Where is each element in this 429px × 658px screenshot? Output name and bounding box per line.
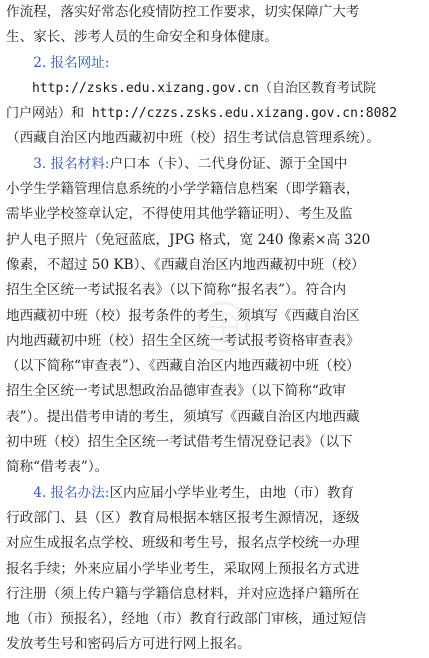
text-line-r4: 行注册（须上传户籍与学籍信息材料，并对应选择户籍所在 [6, 585, 360, 602]
section-3-line [6, 152, 426, 177]
text-line-m10: 表”）。提出借考申请的考生，须填写《西藏自治区内地西藏 [6, 408, 360, 425]
section-4-heading: 4. 报名办法: [33, 484, 110, 501]
section-4-lead: 区内应届小学毕业考生，由地（市）教育 [109, 484, 355, 501]
text-line-m4: 像素，不超过 50 KB）、《西藏自治区内地西藏初中班（校） [6, 256, 365, 273]
text-line-url-1: http://zsks.edu.xizang.gov.cn（自治区教育考试院 [32, 80, 376, 96]
section-4-line [6, 481, 426, 506]
text-line-1: 作流程，落实好常态化疫情防控工作要求，切实保障广大考 [6, 4, 360, 20]
text-line-m2: 需毕业学校签章认定，不得使用其他学籍证明）、考生及监 [6, 206, 353, 223]
section-3-lead: 户口本（卡）、二代身份证、源于全国中 [109, 155, 348, 172]
text-line-m3: 护人电子照片（免冠蓝底，JPG 格式，宽 240 像素×高 320 [6, 231, 371, 248]
text-line-m9: 招生全区统一考试思想政治品德审查表》（以下简称“政审 [6, 383, 346, 400]
text-line-r3: 报名手续；外来应届小学毕业考生，采取网上预报名方式进 [6, 560, 360, 577]
text-line-r5: 地（市）预报名），经地（市）教育行政部门审核，通过短信 [6, 611, 367, 628]
text-line-r6: 发放考生号和密码后方可进行网上报名。 [6, 636, 251, 653]
text-line-m6: 地西藏初中班（校）报考条件的考生，须填写《西藏自治区 [6, 307, 360, 324]
text-line-2: 生、家长、涉考人员的生命安全和身体健康。 [6, 29, 278, 46]
section-2-heading-line [6, 51, 426, 76]
text-line-r1: 行政部门、县（区）教育局根据本辖区报考生源情况，逐级 [6, 509, 360, 526]
text-line-r2: 对应生成报名点学校、班级和考生号，报名点学校统一办理 [6, 535, 360, 552]
text-line-m8: （以下简称“审查表”）、《西藏自治区内地西藏初中班（校） [6, 358, 360, 375]
text-line-m1: 小学生学籍管理信息系统的小学学籍信息档案（即学籍表， [6, 181, 360, 198]
text-line-m5: 招生全区统一考试报名表》（以下简称“报名表”）。符合内 [6, 282, 347, 299]
section-2-heading: 2. 报名网址: [33, 54, 110, 71]
text-line-m11: 初中班（校）招生全区统一考试借考生情况登记表》（以下 [6, 434, 353, 451]
watermark-emblem [196, 300, 250, 354]
text-line-m7: 内地西藏初中班（校）招生全区统一考试报考资格审查表》 [6, 332, 360, 349]
text-line-url-2: 门户网站）和 http://czzs.zsks.edu.xizang.gov.cn:8082 [6, 106, 398, 122]
section-3-heading: 3. 报名材料: [33, 155, 110, 172]
text-line-url-3: （西藏自治区内地西藏初中班（校）招生考试信息管理系统）。 [6, 130, 380, 147]
text-line-m12: 简称“借考表”）。 [6, 459, 109, 476]
